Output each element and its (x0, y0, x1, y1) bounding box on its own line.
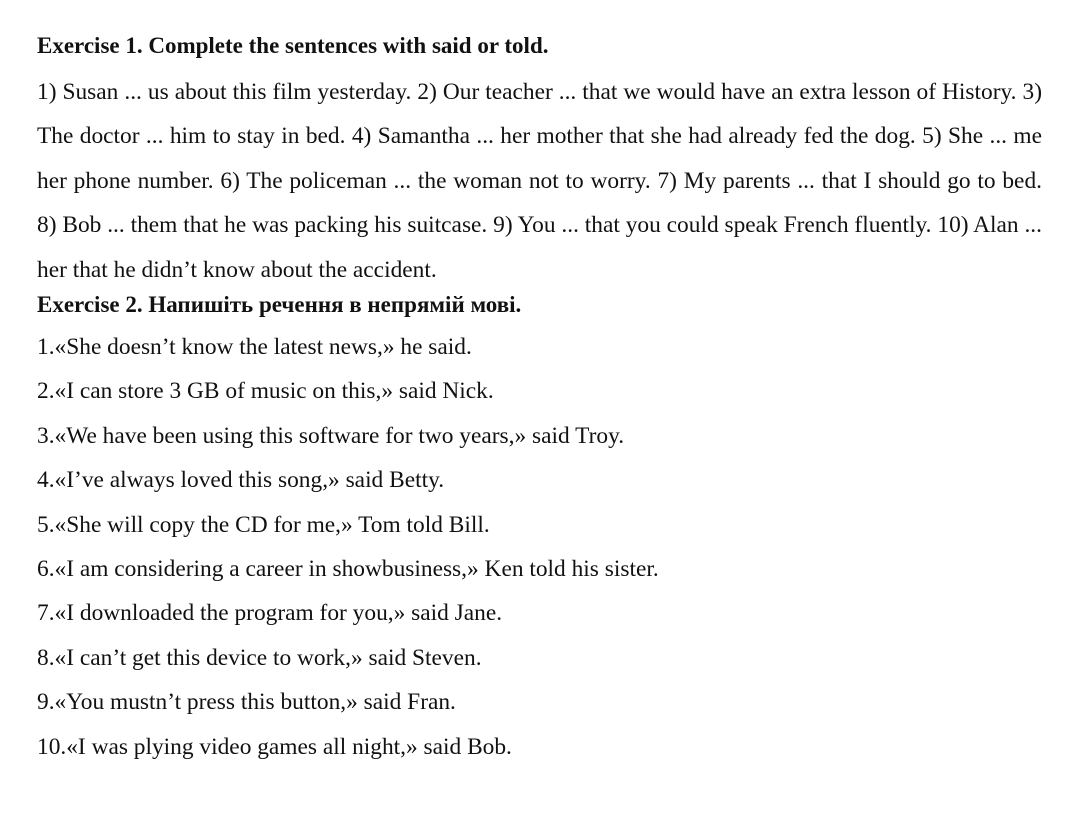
exercise-2-item: 7.«I downloaded the program for you,» said Jane. (37, 600, 503, 627)
exercise-2-item: 4.«I’ve always loved this song,» said Betty. (37, 467, 445, 494)
exercise-2-title: Exercise 2. Напишіть речення в непрямій мові. (37, 292, 522, 318)
exercise-2-item: 8.«I can’t get this device to work,» said Steven. (37, 644, 482, 671)
exercise-2-item: 1.«She doesn’t know the latest news,» he said. (37, 334, 472, 361)
exercise-1-sentences (37, 70, 1042, 292)
exercise-2-item: 9.«You mustn’t press this button,» said Fran. (37, 689, 456, 716)
exercise-2-item: 10.«I was plying video games all night,» said Bob. (37, 733, 512, 760)
exercise-2-item: 3.«We have been using this software for two years,» said Troy. (37, 422, 625, 449)
exercise-2-item: 5.«She will copy the CD for me,» Tom told Bill. (37, 511, 490, 538)
document-page (37, 30, 1042, 769)
exercise-1-text: 1) Susan ... us about this film yesterday. 2) Our teacher ... that we would have an extra lesson of History. 3) The doctor ... him to stay in bed. 4) Samantha ... her mother that she had already fed the dog. 5) She ... me her phone number. 6) The policeman ... the woman not to worry. 7) My parents ... that I should go to bed. 8) Bob ... them that he was packing his suitcase. 9) You ... that you could speak French fluently. 10) Alan ... her that he didn’t know about the accident. (37, 79, 1042, 283)
exercise-1-title: Exercise 1. Complete the sentences with said or told. (37, 33, 549, 58)
exercise-2-item: 6.«I am considering a career in showbusiness,» Ken told his sister. (37, 555, 659, 582)
exercise-2-list (37, 325, 1042, 769)
exercise-2-item: 2.«I can store 3 GB of music on this,» said Nick. (37, 378, 494, 405)
